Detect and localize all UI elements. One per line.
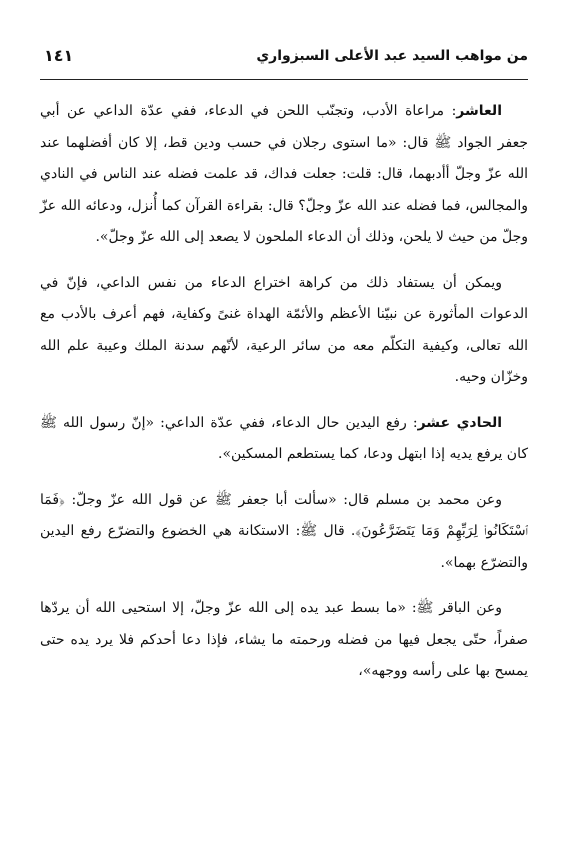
- section-heading: الحادي عشر: [417, 414, 503, 431]
- paragraph-text: وعن الباقر ﷺ: «ما بسط عبد يده إلى الله عزّ وجلّ، إلا استحيى الله أن يردّها صفراً، حتّى يجعل فيها من فضله ورحمته ما يشاء، فإذا دعا أحدكم فلا يرد يده حتى يمسح بها على رأسه ووجهه»،: [40, 600, 528, 679]
- body-text: [40, 96, 528, 702]
- paragraph-text: : مراعاة الأدب، وتجنّب اللحن في الدعاء، ففي عدّة الداعي عن أبي جعفر الجواد ﷺ قال: «ما استوى رجلان في حسب ودين قط، إلا كان أفضلهما عند الله عزّ وجلّ أأدبهما، قال: قلت: جعلت فداك، قد علمت فضله عند الناس في النادي والمجالس، فما فضله عند الله عزّ وجلّ؟ قال: بقراءة القرآن كما أُنزل، ودعائه الله عزّ وجلّ من حيث لا يلحن، وذلك أن الدعاء الملحون لا يصعد إلى الله عزّ وجلّ».: [40, 103, 528, 245]
- paragraph: [40, 408, 528, 471]
- paragraph: [40, 593, 528, 688]
- paragraph: [40, 485, 528, 580]
- paragraph-text: ويمكن أن يستفاد ذلك من كراهة اختراع الدعاء من نفس الداعي، فإنّ في الدعوات المأثورة عن نبيّنا الأعظم والأئمّة الهداة غنىً وكفاية، فهم أعرف بالأدب مع الله تعالى، وكيفية التكلّم معه من سائر الرعية، لأنّهم سدنة الملك وعيبة علم الله وخزّان وحيه.: [40, 274, 528, 385]
- page-number: ١٤١: [44, 46, 74, 65]
- paragraph: [40, 96, 528, 254]
- paragraph-text: : رفع اليدين حال الدعاء، ففي عدّة الداعي: «إنّ رسول الله ﷺ كان يرفع يديه إذا ابتهل ودعا، كما يستطعم المسكين».: [40, 414, 528, 462]
- header-rule: [40, 79, 528, 80]
- paragraph-text: وعن محمد بن مسلم قال: «سألت أبا جعفر ﷺ عن قول الله عزّ وجلّ: ﴿فَمَا ٱسْتَكَانُوا۟ لِرَبِّهِمْ وَمَا يَتَضَرَّعُونَ﴾. قال ﷺ: الاستكانة هي الخضوع والتضرّع رفع اليدين والتضرّع بهما».: [40, 491, 528, 571]
- section-heading: العاشر: [456, 103, 502, 119]
- running-header: [40, 42, 528, 76]
- running-title: من مواهب السيد عبد الأعلى السبزواري: [256, 48, 528, 64]
- paragraph: [40, 268, 528, 394]
